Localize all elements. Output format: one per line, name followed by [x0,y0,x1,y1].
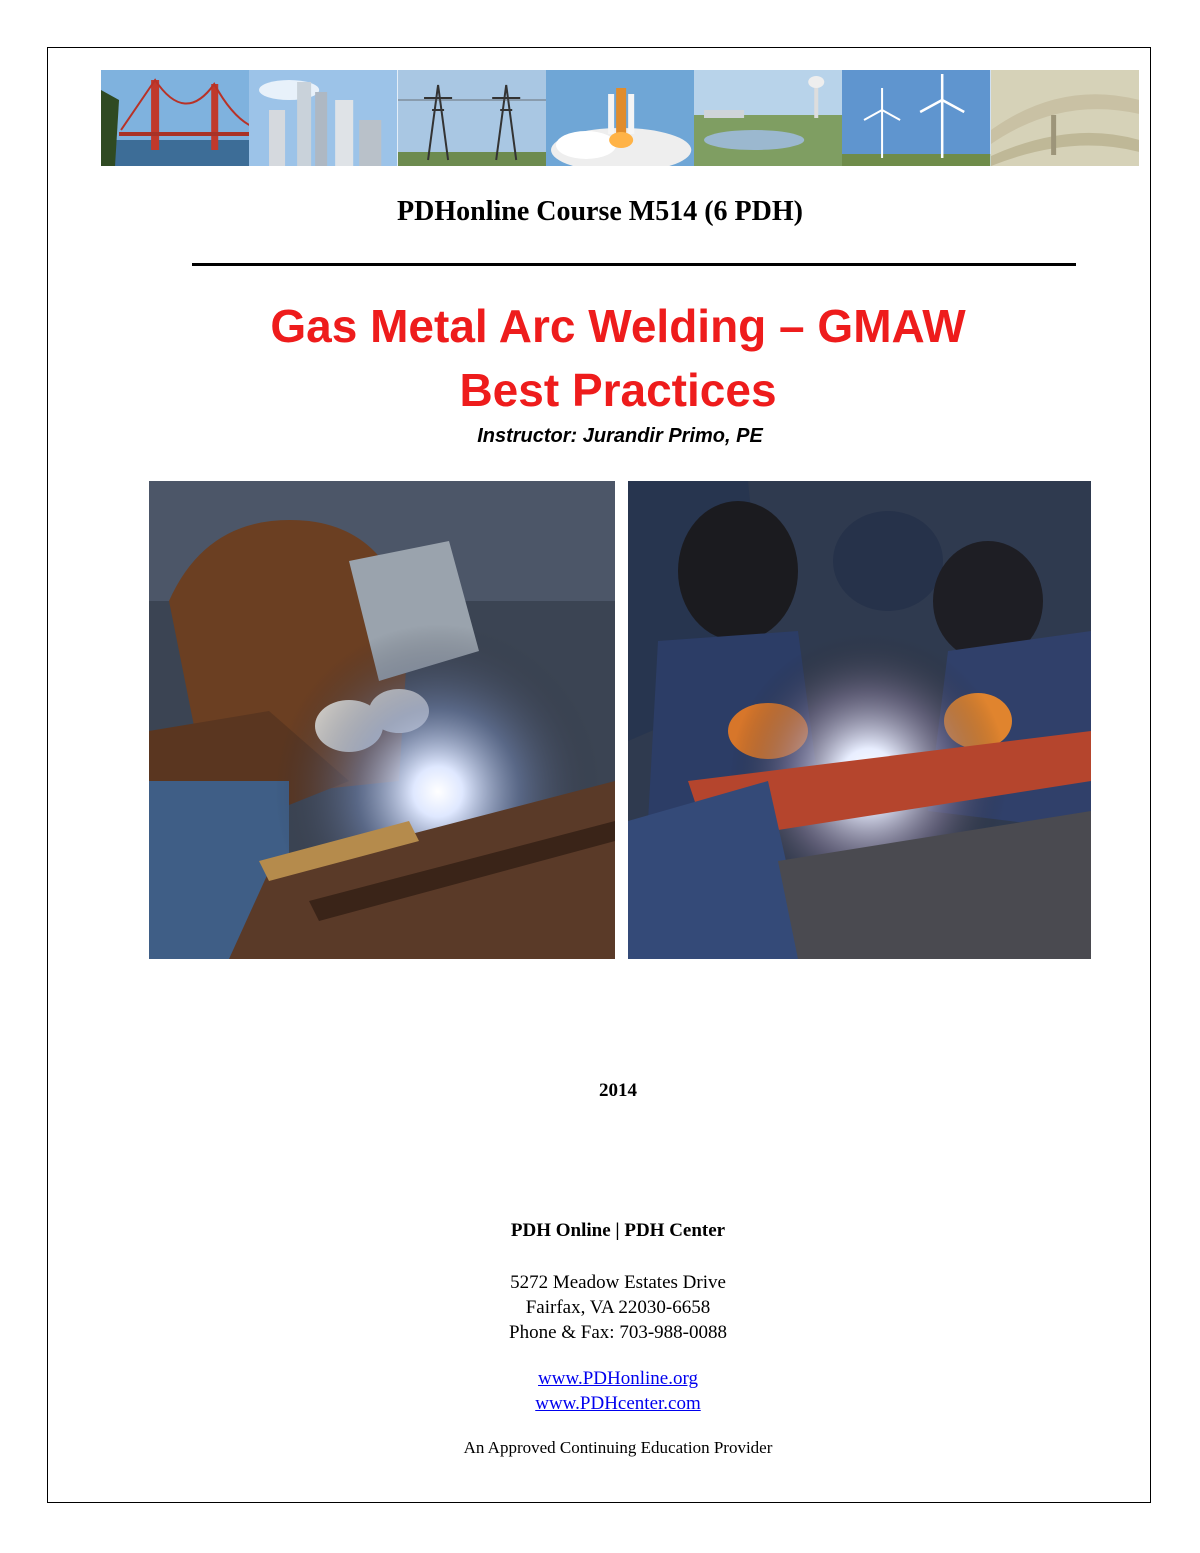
address-city: Fairfax, VA 22030-6658 [525,1297,711,1318]
pdhcenter-link[interactable]: www.PDHcenter.com [535,1393,701,1414]
space-shuttle-image [546,70,694,166]
pdhonline-link[interactable]: www.PDHonline.org [538,1368,698,1389]
power-towers-image [398,70,546,166]
organization-name: PDH Online | PDH Center [510,1220,726,1241]
address-block [0,1270,1200,1345]
welders-group-photo [628,481,1091,959]
phone-fax: Phone & Fax: 703-988-0088 [509,1322,727,1343]
welder-single-photo [149,481,615,959]
provider-tagline: An Approved Continuing Education Provider [463,1438,773,1457]
publication-year: 2014 [599,1080,637,1101]
wind-turbines-image [842,70,990,166]
course-subtitle: Best Practices [459,364,777,416]
title-divider [192,263,1076,266]
highway-interchange-image [991,70,1139,166]
instructor-line: Instructor: Jurandir Primo, PE [477,425,763,447]
city-skyline-image [249,70,397,166]
course-code: PDHonline Course M514 (6 PDH) [397,196,803,227]
golden-gate-bridge-image [101,70,249,166]
website-links [0,1366,1200,1416]
water-treatment-image [694,70,842,166]
course-title: Gas Metal Arc Welding – GMAW [270,300,966,352]
address-street: 5272 Meadow Estates Drive [510,1272,726,1293]
header-banner [101,70,1139,166]
